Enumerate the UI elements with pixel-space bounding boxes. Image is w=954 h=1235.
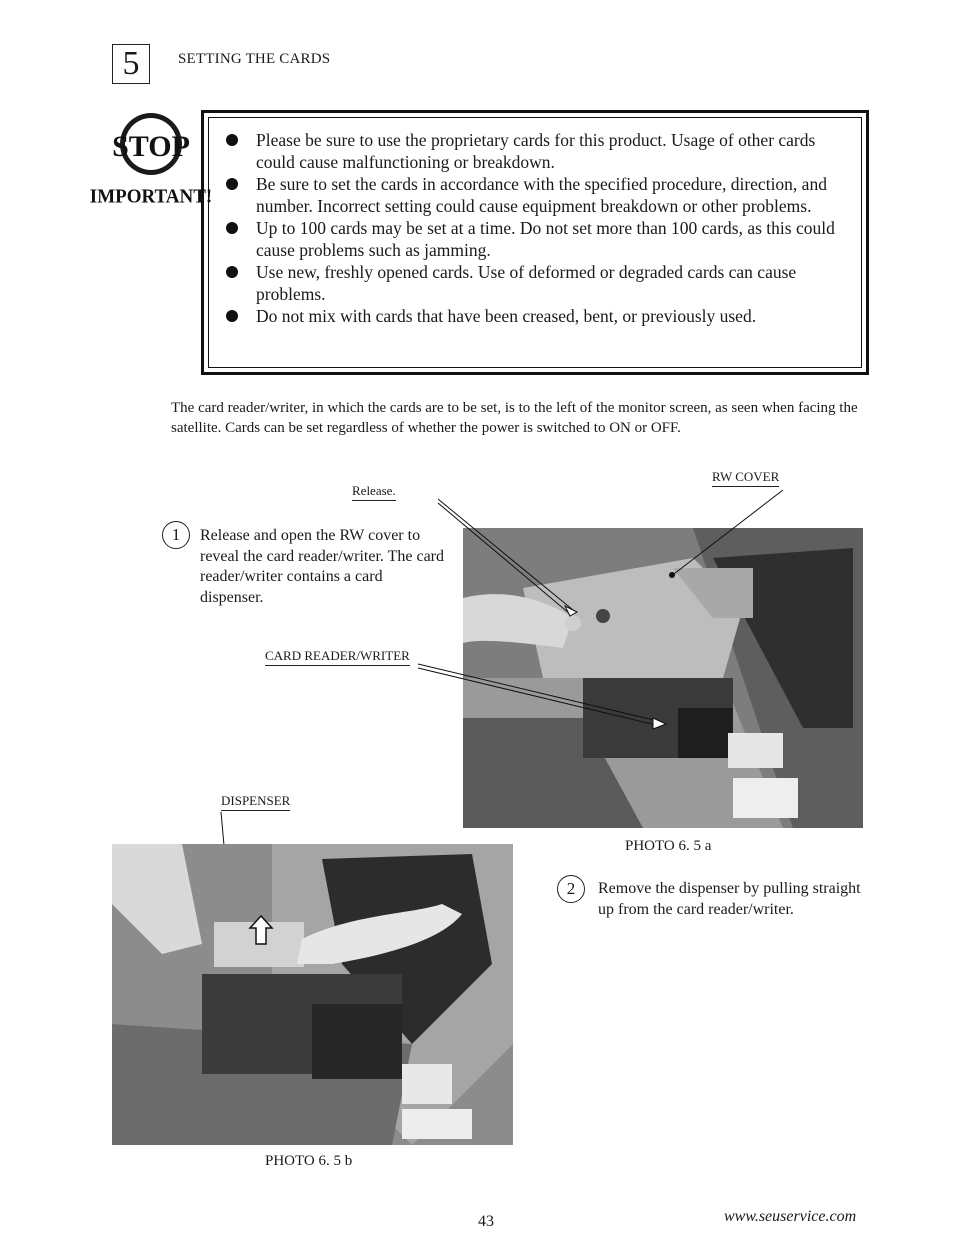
warning-item [224,305,844,327]
stop-sign-icon [89,110,213,210]
bullet-icon [226,310,238,322]
section-title: SETTING THE CARDS [178,51,331,67]
photo-a-illustration [463,528,863,828]
photo-b-illustration [112,844,513,1145]
release-label: Release. [352,483,396,501]
bullet-icon [226,178,238,190]
rw-cover-label: RW COVER [712,469,779,487]
chapter-number-box: 5 [112,44,150,84]
card-reader-writer-label: CARD READER/WRITER [265,648,410,666]
bullet-icon [226,266,238,278]
intro-paragraph: The card reader/writer, in which the cards are to be set, is to the left of the monitor screen, as seen when facing the satellite. Cards can be set regardless of whether the power is switched to ON or OFF. [171,400,858,436]
bullet-icon [226,222,238,234]
photo-card-reader-open [463,528,863,828]
warning-text: Use new, freshly opened cards. Use of deformed or degraded cards can cause problems. [256,262,797,304]
warning-item [224,173,844,217]
step-text-1: Release and open the RW cover to reveal the card reader/writer. The card reader/writer contains a card dispenser. [200,527,444,606]
step-number-2: 2 [557,875,585,903]
footer-website: www.seuservice.com [724,1208,857,1225]
step-number-1: 1 [162,521,190,549]
warning-text: Up to 100 cards may be set at a time. Do not set more than 100 cards, as this could cause problems such as jamming. [256,218,835,260]
warning-item [224,129,844,173]
photo-b-caption: PHOTO 6. 5 b [265,1153,353,1169]
stop-important-badge [89,110,213,210]
step-text-2: Remove the dispenser by pulling straight up from the card reader/writer. [598,880,861,918]
page-number: 43 [478,1213,494,1230]
warning-item [224,261,844,305]
dispenser-label: DISPENSER [221,793,290,811]
warning-box [201,110,869,375]
stop-text: STOP [112,130,190,163]
photo-a-caption: PHOTO 6. 5 a [625,838,712,854]
important-text: IMPORTANT! [89,186,213,208]
warning-text: Please be sure to use the proprietary cards for this product. Usage of other cards could cause malfunctioning or breakdown. [256,130,816,172]
photo-dispenser-removal [112,844,513,1145]
warning-item [224,217,844,261]
warning-text: Do not mix with cards that have been creased, bent, or previously used. [256,306,757,326]
warning-text: Be sure to set the cards in accordance with the specified procedure, direction, and number. Incorrect setting could cause equipment breakdown or other problems. [256,174,827,216]
warning-list [224,129,844,327]
bullet-icon [226,134,238,146]
